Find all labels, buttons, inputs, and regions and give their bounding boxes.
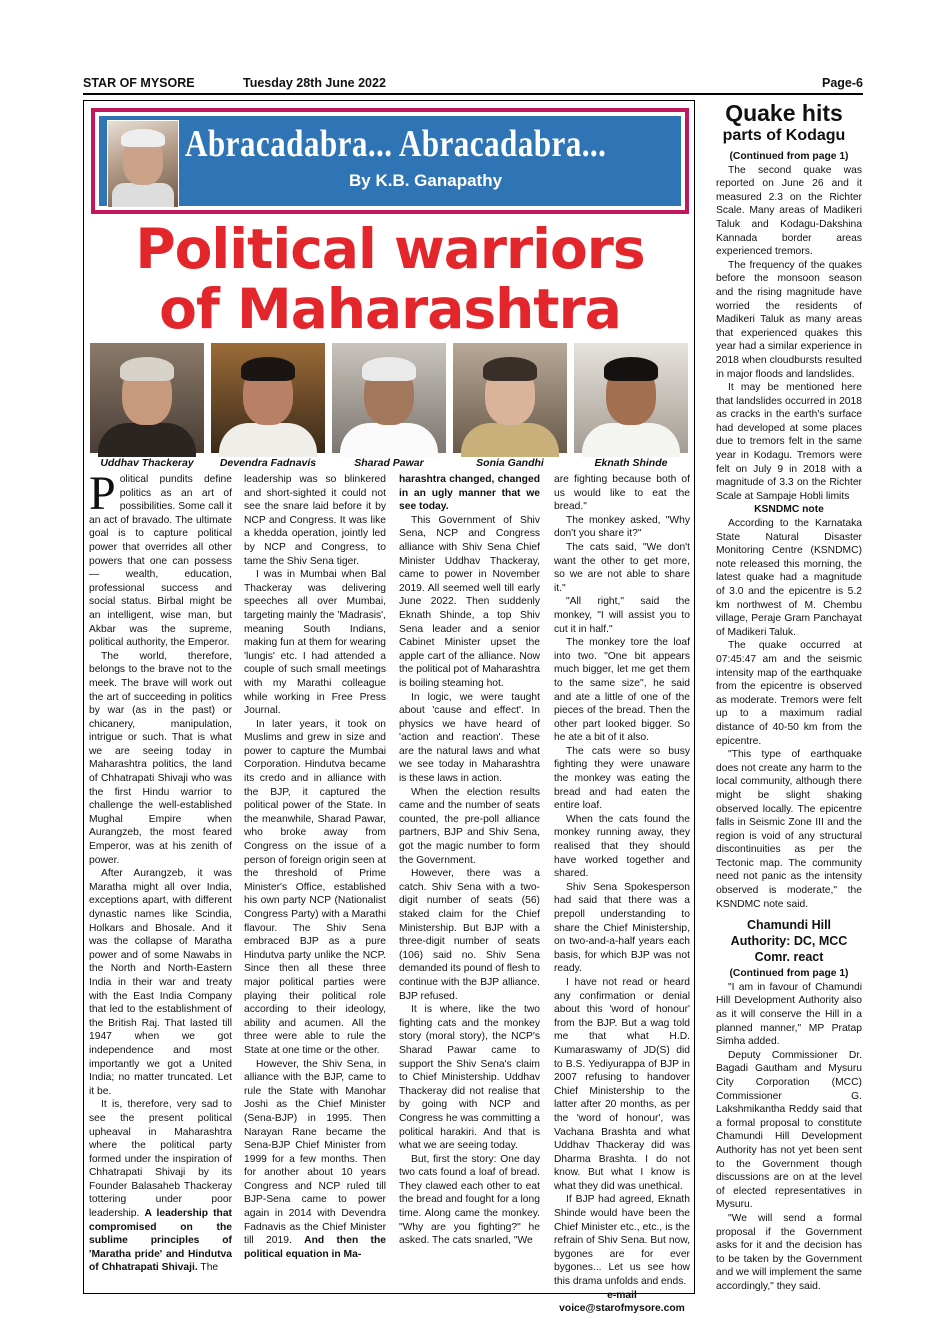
publication-name: STAR OF MYSORE [83,76,195,90]
photo-uddhav-thackeray [90,343,204,453]
issue-date: Tuesday 28th June 2022 [243,76,386,90]
page-header [83,76,863,92]
paragraph: The world, therefore, belongs to the brave not to the meek. The brave will work out the art of succeeding in politics by war (as in the past) or chicanery, manipulation, intrigue or such. That is what we are seeing today in Maharashtra politics, the land of Chhatrapati Shivaji who was the first Hindu warrior to challenge the well-established Mughal Empire when Aurangzeb, the most feared Emperor, was at his zenith of power. [89,650,232,866]
article-column-4 [554,473,690,1315]
paragraph: The cats were so busy fighting they were unaware the monkey was eating the bread and had eaten the entire loaf. [554,745,690,812]
paragraph: The quake occurred at 07:45:47 am and the seismic intensity map of the earthquake from the epicentre is observed as moderate. Tremors were felt up to a maximum radial distance of 40-50 km from the epicentre. [716,640,862,747]
paragraph: harashtra changed, changed in an ugly manner that we see today. [399,474,540,513]
paragraph: According to the Karnataka State Natural Disaster Monitoring Centre (KSNDMC) note released this morning, the latest quake had a magnitude of 3.0 and the epicentre is 5.2 km northwest of M. Chembu village, Peraje Gram Panchayat of Madikeri Taluk. [716,518,862,638]
email-address[interactable]: voice@starofmysore.com [559,1303,685,1315]
drop-cap: P [89,467,116,520]
paragraph: It is where, like the two fighting cats and the monkey story (moral story), the NCP's Sharad Pawar came to support the Shiv Sena's claim to Chief Ministership. Uddhav Thackeray did not realise that by going with NCP and Congress he was committing a political harakiri. And that is what we are seeing today. [399,1004,540,1152]
paragraph: However, the Shiv Sena, in alliance with the BJP, came to rule the State with Manohar Joshi as the Chief Minister (Sena-BJP) in 1995. Then Narayan Rane became the Sena-BJP Chief Minister from 1999 for a few months. Then for another about 10 years Congress and NCP ruled till BJP-Sena came to power again in 2014 with Devendra Fadnavis as the Chief Minister till 2019. And then the political equation in Ma- [244,1058,386,1260]
sidebar-headline-2: Chamundi Hill Authority: DC, MCC Comr. react [730,918,848,965]
paragraph: The frequency of the quakes before the monsoon season and the rising magnitude have worried the residents of Madikeri Taluk as many areas that experienced quakes this year had a similar experience in 2018 when cloudbursts resulted in major floods and landslides. [716,259,862,380]
photo-sonia-gandhi [453,343,567,453]
paragraph: The monkey asked, "Why don't you share it?" [554,514,690,540]
paragraph: The cats said, "We don't want the other to get more, so we are not able to share it." [554,541,690,594]
paragraph: leadership was so blinkered and short-sighted it could not see the snare laid before it by NCP and Congress. It was like a khedda operation, jointly led by NCP and Congress, to tame the Shiv Sena tiger. [244,474,386,567]
caption-sonia-gandhi: Sonia Gandhi [476,457,544,469]
article-column-1 [89,467,232,1289]
email-label: e-mail [607,1289,637,1301]
caption-uddhav-thackeray: Uddhav Thackeray [100,457,194,469]
photo-strip [90,343,694,471]
paragraph: If BJP had agreed, Eknath Shinde would have been the Chief Minister etc., etc., is the refrain of Shiv Sena. But now, bygones are for ever bygones... Let us see how this drama unfolds and ends. [554,1194,690,1288]
paragraph: Political pundits define politics as an art of possibilities. Some call it an act of bravado. The ultimate goal is to capture political power that overrides all other powers that one can possess — wealth, education, professional success and social status. Birbal might be an intelligent, wise man, but Akbar was the supreme, political authority, the Emperor. [89,467,232,649]
sidebar-title-sub: parts of Kodagu [722,127,846,144]
sidebar-column [716,150,862,1296]
sidebar-headline [705,100,863,146]
caption-eknath-shinde: Eknath Shinde [594,457,668,469]
header-rule [83,93,863,95]
paragraph: In logic, we were taught about 'cause and effect'. In physics we have heard of 'action and reaction'. These are the natural laws and what we see today in Maharashtra is these laws in action. [399,691,540,785]
paragraph: It is, therefore, very sad to see the present political upheaval in Maharashtra where the political party formed under the inspiration of Chhatrapati Shivaji by its Founder Balasaheb Thackeray tottering under poor leadership. A leadership that compromised on the sublime principles of 'Maratha pride' and Hindutva of Chhatrapati Shivaji. The [89,1099,232,1274]
paragraph: "All right," said the monkey, "I will assist you to cut it in half." [554,596,690,635]
headline-line-2: of Maharashtra [159,277,621,341]
paragraph: "We will send a formal proposal if the Government asks for it and the decision has to be taken by the Government and we will implement the same accordingly," they said. [716,1212,862,1292]
paragraph: The second quake was reported on June 26 and it measured 2.3 on the Richter Scale. Many areas of Madikeri Taluk and Kodagu-Dakshina Kannada border areas experienced tremors. [716,164,862,258]
author-portrait [107,120,179,208]
paragraph: After Aurangzeb, it was Maratha might all over India, exceptions apart, with different dynastic names like Scindia, Holkars and Bhosale. And it was the collapse of Maratha power and of some Nawabs in the North and North-Eastern India in their war and treaty with the East India Company that led to the establishment of the British Raj. That lasted till 1947 when we got independence and most importantly we got a United India; no matter truncated. Let it be. [89,868,232,1097]
photo-devendra-fadnavis [211,343,325,453]
continued-note: (Continued from page 1) [729,151,849,162]
paragraph: But, first the story: One day two cats found a loaf of bread. They clawed each other to eat the bread and fought for a long time. Along came the monkey. "Why are you fighting?" he asked. The cats snarled, "We [399,1153,540,1247]
paragraph: are fighting because both of us would like to eat the bread." [554,474,690,513]
photo-eknath-shinde [574,343,688,453]
paragraph: When the cats found the monkey running away, they realised that they should have worked together and shared. [554,813,690,880]
column-banner [91,108,689,214]
paragraph: "This type of earthquake does not create any harm to the local community, although there might be slight shaking observed locally. The epicentre falls in Seismic Zone III and the region is void of any structural discontinuities as per the Tectonic map. The community need not panic as the intensity observed is moderate," the KSNDMC note said. [716,749,862,910]
page-number: Page-6 [822,76,863,90]
paragraph: "I am in favour of Chamundi Hill Development Authority also as it will conserve the Hill in a planned manner," MP Pratap Simha added. [716,981,862,1048]
paragraph: I have not read or heard any confirmation or denial about this 'word of honour' from the BJP. But a wag told me that what H.D. Kumaraswamy of JD(S) did to B.S. Yediyurappa of BJP in 2007 refusing to handover Chief Ministership to the latter after 20 months, as per the 'word of honour', was Vachana Brashta and what Uddhav Thackeray did was Dharma Brashta. I do not know. But what I know is what they did was unethical. [554,976,690,1192]
paragraph: This Government of Shiv Sena, NCP and Congress alliance with Shiv Sena Chief Minister Uddhav Thackeray, came to power in November 2019. All seemed well till early June 2022. Then suddenly Eknath Shinde, a top Shiv Sena leader and a senior Cabinet Minister upset the apple cart of the alliance. Now the political pot of Maharashtra is boiling steaming hot. [399,514,540,689]
headline-line-1: Political warriors [135,217,645,281]
paragraph: When the election results came and the number of seats counted, the pre-poll alliance partners, BJP and Shiv Sena, got the magic number to form the Government. [399,786,540,866]
continued-note: (Continued from page 1) [729,968,849,980]
column-title: Abracadabra... Abracadabra... [185,123,607,165]
byline: By K.B. Ganapathy [349,171,503,190]
paragraph: It may be mentioned here that landslides occurred in 2018 as cracks in the earth's surface had developed at some places due to tremors felt in the same year in Kodagu. Tremors were felt on July 9 in 2018 with a magnitude of 3.3 on the Richter Scale at Sampaje Hobli limits [716,382,862,502]
paragraph: Shiv Sena Spokesperson had said that there was a prepoll understanding to share the Chief Ministership, on two-and-a-half years each basis, for which BJP was not ready. [554,881,690,975]
paragraph: I was in Mumbai when Bal Thackeray was delivering speeches all over Mumbai, targeting mainly the 'Madrasis', meaning South Indians, making fun at them for wearing 'lungis' etc. I had attended a couple of such small meetings with my Marathi colleague while working in Free Press Journal. [244,569,386,717]
subhead-ksndmc: KSNDMC note [754,504,824,516]
article-column-3 [399,473,540,1289]
paragraph: The monkey tore the loaf into two. "One bit appears much bigger, let me get them to the same size", he said and ate a little of one of the pieces of the bread. Then the other part looked bigger. So he ate a bit of it also. [554,637,690,744]
paragraph: In later years, it took on Muslims and grew in size and power to capture the Mumbai Corporation. Hindutva became its credo and in alliance with the BJP, it captured the political power of the State. In the meanwhile, Sharad Pawar, who broke away from Congress on the issue of a person of foreign origin seen at the threshold of Prime Minister's Office, established his own party NCP (Nationalist Congress Party) with a Marathi flavour. The Shiv Sena embraced BJP as a pure Hindutva party unlike the NCP. Since then all these three major political parties were playing their political role according to their ideology, ability and acumen. All the three were able to rule the State at one time or the other. [244,718,386,1056]
paragraph: Deputy Commissioner Dr. Bagadi Gautham and Mysuru City Corporation (MCC) Commissioner G. Lakshmikantha Reddy said that a formal proposal to constitute Chamundi Hill Development Authority has not yet been sent to the Government though discussions are on at the level of elected representatives in Mysuru. [716,1049,862,1211]
photo-sharad-pawar [332,343,446,453]
caption-devendra-fadnavis: Devendra Fadnavis [219,457,317,469]
article-column-2 [244,473,386,1289]
sidebar-title-main: Quake hits [725,100,843,126]
caption-sharad-pawar: Sharad Pawar [354,457,424,469]
paragraph: However, there was a catch. Shiv Sena with a two-digit number of seats (56) staked claim for the Chief Ministership. But BJP with a three-digit number of seats (106) said no. Shiv Sena demanded its pound of flesh to continue with the BJP alliance. BJP refused. [399,868,540,1002]
